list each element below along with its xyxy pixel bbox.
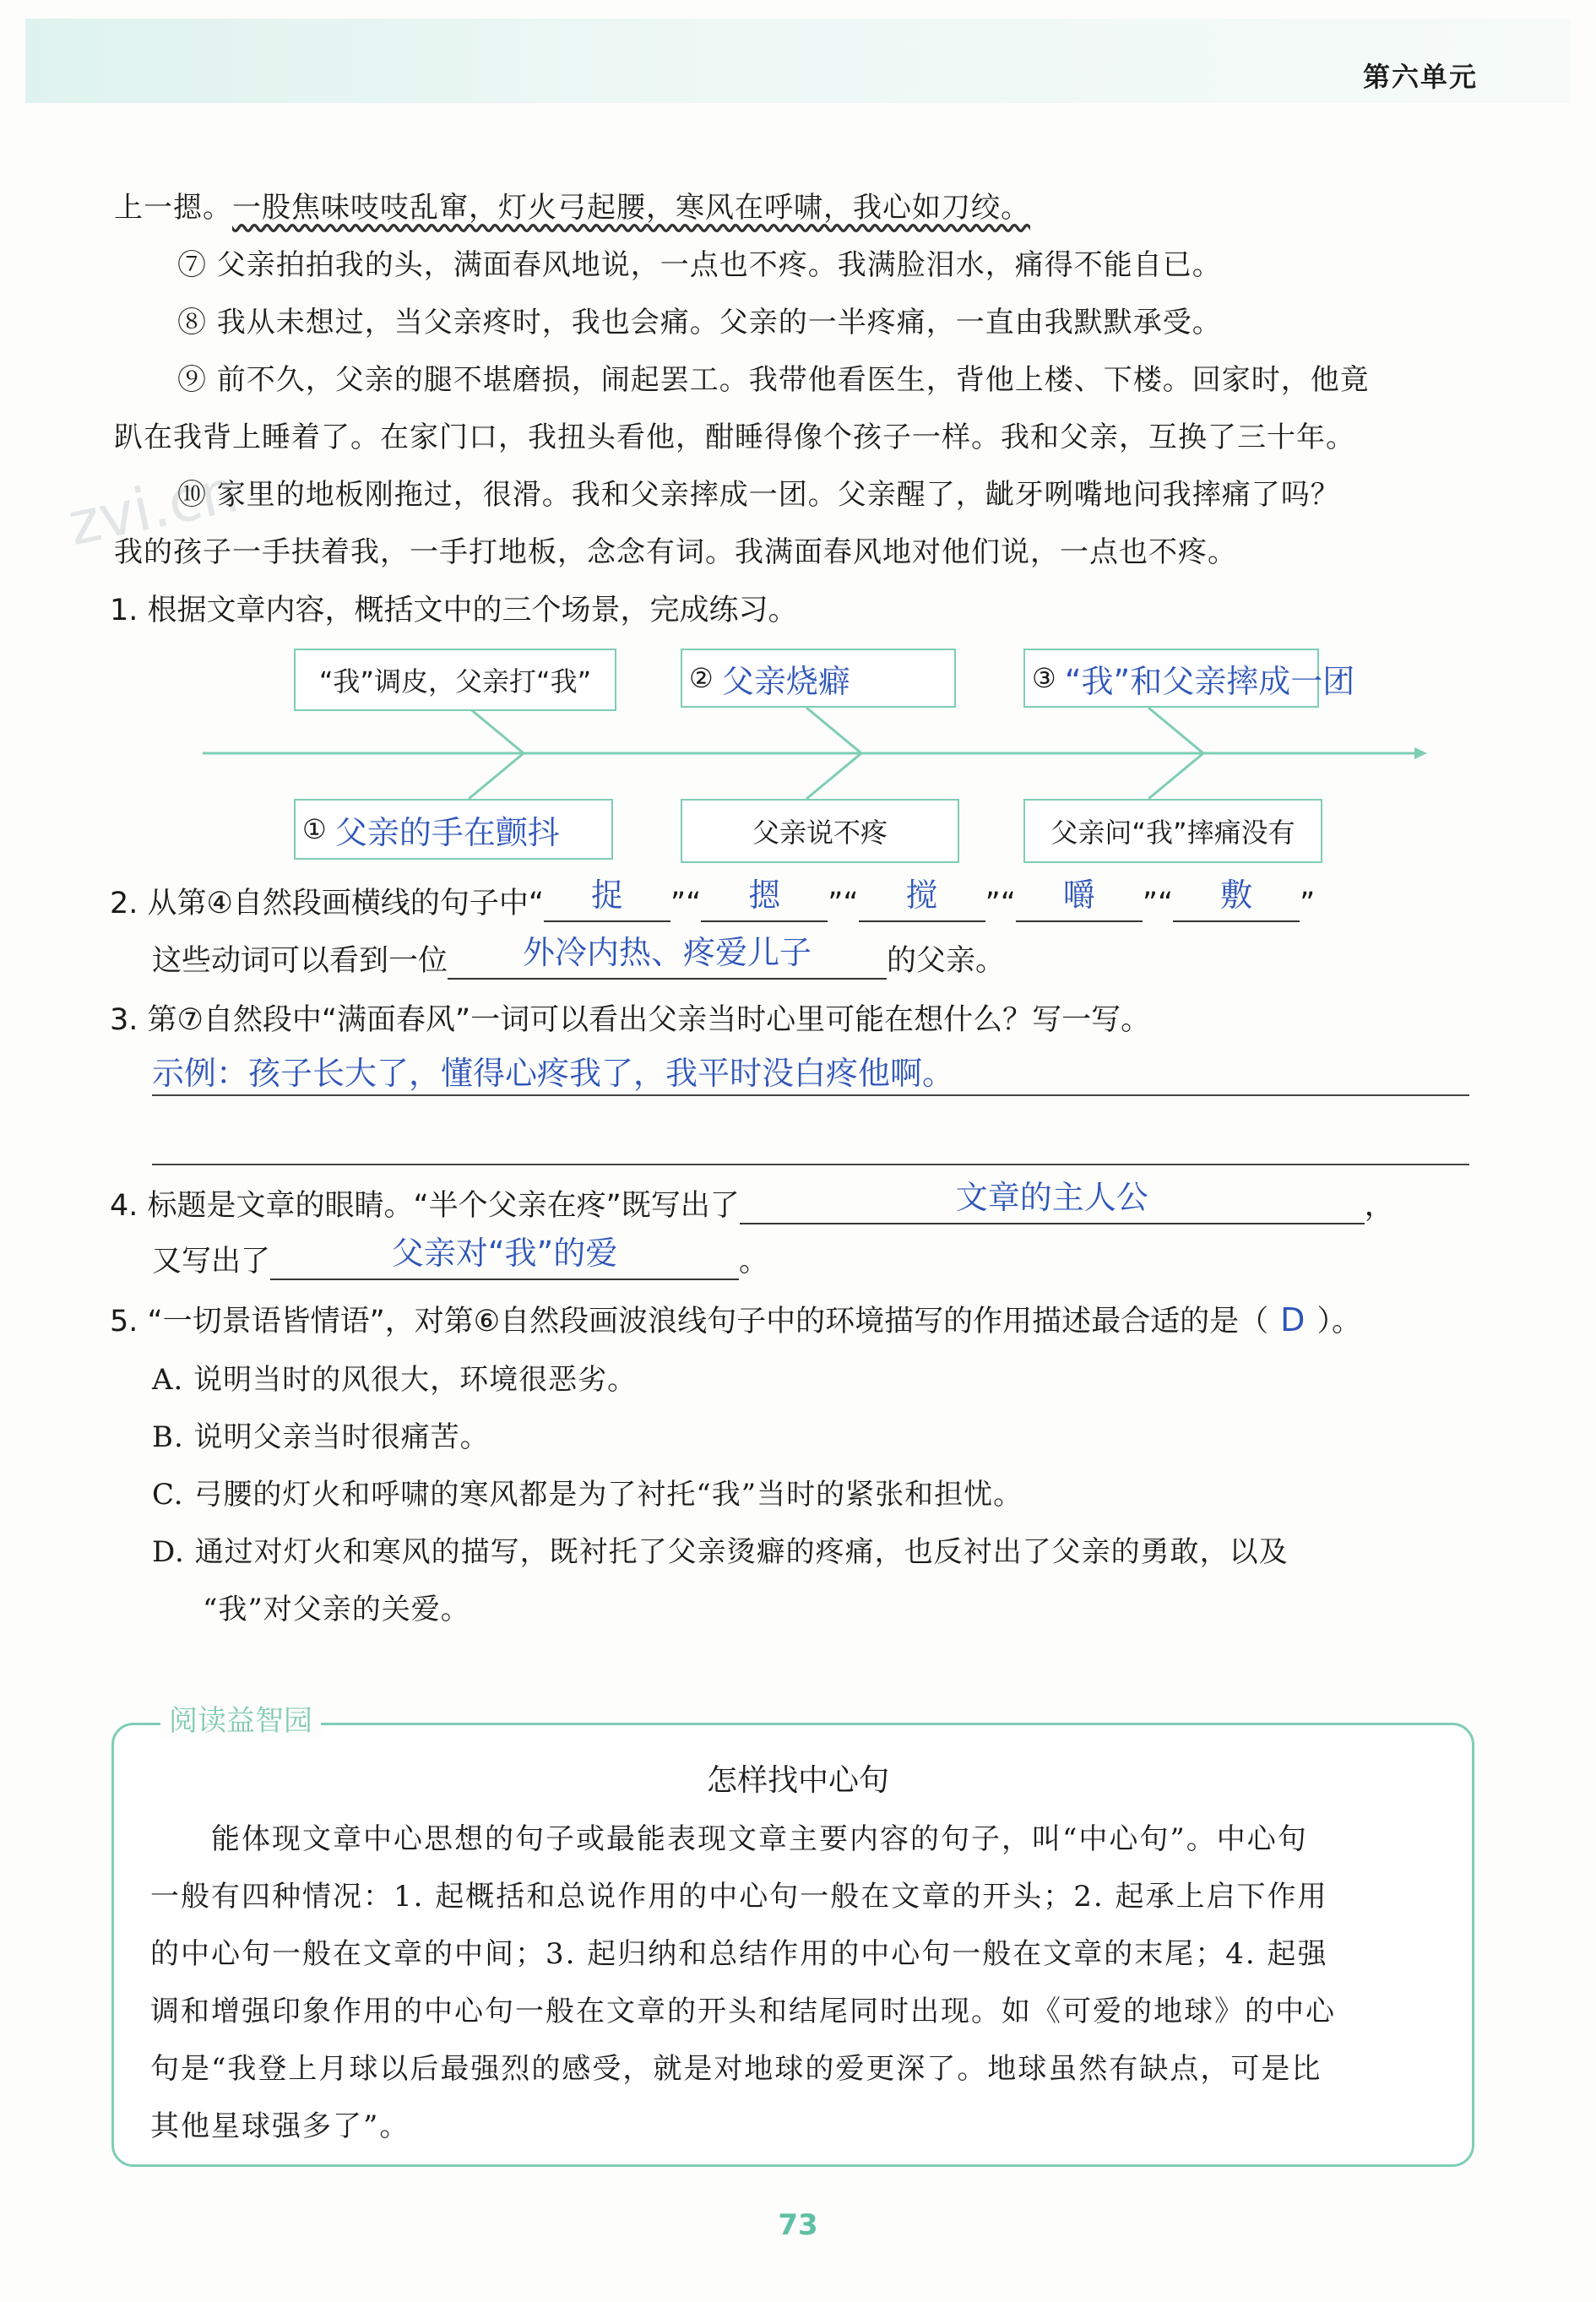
reading-tip-title: 怎样找中心句 bbox=[706, 1763, 889, 1798]
page-number: 73 bbox=[778, 2208, 818, 2242]
paragraph-9-a: ⑨ 前不久，父亲的腿不堪磨损，闹起罢工。我带他看医生，背他上楼、下楼。回家时，他竟 bbox=[177, 363, 1370, 397]
tip-line-3: 的中心句一般在文章的中间；3. 起归纳和总结作用的中心句一般在文章的末尾；4. 起强 bbox=[150, 1937, 1328, 1971]
scene-answer: “我”和父亲摔成一团 bbox=[1064, 662, 1355, 700]
scene-text: 父亲问“我”摔痛没有 bbox=[1050, 817, 1295, 849]
scene-number: ① bbox=[302, 813, 327, 845]
paragraph-10-a: ⑩ 家里的地板刚拖过，很滑。我和父亲摔成一团。父亲醒了，龇牙咧嘴地问我摔痛了吗？ bbox=[177, 478, 1340, 512]
scene-answer: 父亲烧癖 bbox=[721, 662, 850, 700]
option-d-continued: “我”对父亲的关爱。 bbox=[203, 1593, 470, 1626]
tip-line-2: 一般有四种情况：1. 起概括和总说作用的中心句一般在文章的开头；2. 起承上启下作用 bbox=[150, 1880, 1328, 1914]
scene-box-top-2[interactable] bbox=[681, 649, 956, 708]
tip-line-5: 句是“我登上月球以后最强烈的感受，就是对地球的爱更深了。地球虽然有缺点，可是比 bbox=[150, 2052, 1322, 2086]
love-answer: 父亲对“我”的爱 bbox=[391, 1235, 618, 1272]
question-3-answer[interactable]: 示例：孩子长大了，懂得心疼我了，我平时没白疼他啊。 bbox=[152, 1055, 955, 1092]
subject-answer: 文章的主人公 bbox=[955, 1179, 1148, 1216]
question-4 bbox=[110, 1179, 1394, 1224]
tip-line-1: 能体现文章中心思想的句子或最能表现文章主要内容的句子，叫“中心句”。中心句 bbox=[211, 1822, 1308, 1856]
verb-answer: 搅 bbox=[905, 877, 938, 914]
question-text: 这些动词可以看到一位 bbox=[152, 944, 448, 978]
scene-text: 父亲说不疼 bbox=[752, 817, 888, 849]
paragraph-7: ⑦ 父亲拍拍我的头，满面春风地说，一点也不疼。我满脸泪水，痛得不能自已。 bbox=[177, 248, 1222, 282]
scene-box-top-3[interactable] bbox=[1023, 649, 1355, 708]
scene-number: ② bbox=[689, 662, 714, 694]
quote-sep: ”“ bbox=[985, 887, 1016, 920]
verb-answer: 嚼 bbox=[1062, 877, 1095, 914]
quote-sep: ”“ bbox=[828, 887, 859, 920]
question-2 bbox=[110, 877, 1316, 922]
scene-box-top-1 bbox=[294, 649, 616, 711]
option-d[interactable]: D. 通过对灯火和寒风的描写，既衬托了父亲烫癖的疼痛，也反衬出了父亲的勇敢，以及 bbox=[152, 1535, 1289, 1569]
father-trait-blank[interactable] bbox=[448, 934, 887, 980]
choice-answer[interactable]: D bbox=[1280, 1301, 1306, 1338]
verb-blank-4[interactable] bbox=[1016, 877, 1143, 922]
question-4-line-2 bbox=[152, 1235, 769, 1280]
question-5 bbox=[110, 1298, 1361, 1340]
verb-blank-2[interactable] bbox=[701, 877, 828, 922]
question-2-prefix: 2. 从第④自然段画横线的句子中“ bbox=[110, 887, 545, 920]
verb-answer: 敷 bbox=[1220, 877, 1253, 914]
answer-line-1 bbox=[152, 1094, 1469, 1096]
paragraph-9-b: 趴在我背上睡着了。在家门口，我扭头看他，酣睡得像个孩子一样。我和父亲，互换了三十年。 bbox=[114, 421, 1355, 454]
verb-answer: 摁 bbox=[748, 877, 781, 914]
option-b[interactable]: B. 说明父亲当时很痛苦。 bbox=[152, 1420, 490, 1454]
scene-box-bottom-3 bbox=[1023, 799, 1322, 863]
scene-answer: 父亲的手在颤抖 bbox=[334, 813, 560, 851]
scene-number: ③ bbox=[1032, 662, 1056, 694]
question-text: 又写出了 bbox=[152, 1245, 271, 1279]
scene-box-bottom-2 bbox=[681, 799, 959, 863]
punct: 。 bbox=[739, 1245, 769, 1279]
quote-end: ” bbox=[1300, 887, 1316, 920]
verb-blank-1[interactable] bbox=[544, 877, 670, 922]
quote-sep: ”“ bbox=[1142, 887, 1174, 920]
verb-blank-5[interactable] bbox=[1173, 877, 1300, 922]
question-3: 3. 第⑦自然段中“满面春风”一词可以看出父亲当时心里可能在想什么？写一写。 bbox=[110, 1003, 1151, 1037]
unit-title: 第六单元 bbox=[1362, 61, 1478, 93]
tip-line-4: 调和增强印象作用的中心句一般在文章的开头和结尾同时出现。如《可爱的地球》的中心 bbox=[150, 1995, 1336, 2028]
punct: ， bbox=[1364, 1189, 1394, 1223]
tip-line-6: 其他星球强多了”。 bbox=[150, 2109, 410, 2143]
watermark: zvi.cn bbox=[62, 455, 245, 560]
paragraph-10-b: 我的孩子一手扶着我，一手打地板，念念有词。我满面春风地对他们说，一点也不疼。 bbox=[114, 535, 1237, 569]
question-1: 1. 根据文章内容，概括文中的三个场景，完成练习。 bbox=[110, 594, 798, 627]
verb-blank-3[interactable] bbox=[859, 877, 985, 922]
scene-box-bottom-1[interactable] bbox=[294, 799, 613, 860]
question-2-line-2 bbox=[152, 934, 1006, 980]
reading-tip-tag: 阅读益智园 bbox=[160, 1697, 321, 1739]
paragraph-8: ⑧ 我从未想过，当父亲疼时，我也会痛。父亲的一半疼痛，一直由我默默承受。 bbox=[177, 306, 1222, 339]
subject-blank[interactable] bbox=[740, 1179, 1365, 1224]
quote-sep: ”“ bbox=[670, 887, 702, 920]
verb-answer: 捉 bbox=[591, 877, 624, 914]
fishbone-arrowhead bbox=[1414, 747, 1427, 759]
question-text: 的父亲。 bbox=[887, 944, 1006, 978]
option-a[interactable]: A. 说明当时的风很大，环境很恶劣。 bbox=[152, 1363, 638, 1397]
love-blank[interactable] bbox=[270, 1235, 739, 1280]
scene-text: “我”调皮，父亲打“我” bbox=[318, 665, 592, 698]
passage-text: 上一摁。 bbox=[114, 191, 232, 225]
wavy-sentence: 一股焦味吱吱乱窜，灯火弓起腰，寒风在呼啸，我心如刀绞。 bbox=[232, 191, 1030, 225]
punct: ）。 bbox=[1316, 1305, 1361, 1338]
question-text: 5. “一切景语皆情语”，对第⑥自然段画波浪线句子中的环境描写的作用描述最合适的是（ bbox=[110, 1305, 1269, 1338]
trait-answer: 外冷内热、疼爱儿子 bbox=[523, 934, 812, 971]
answer-line-2 bbox=[152, 1164, 1469, 1165]
question-text: 4. 标题是文章的眼睛。“半个父亲在疼”既写出了 bbox=[110, 1189, 740, 1223]
option-c[interactable]: C. 弓腰的灯火和呼啸的寒风都是为了衬托“我”当时的紧张和担忧。 bbox=[152, 1478, 1023, 1512]
